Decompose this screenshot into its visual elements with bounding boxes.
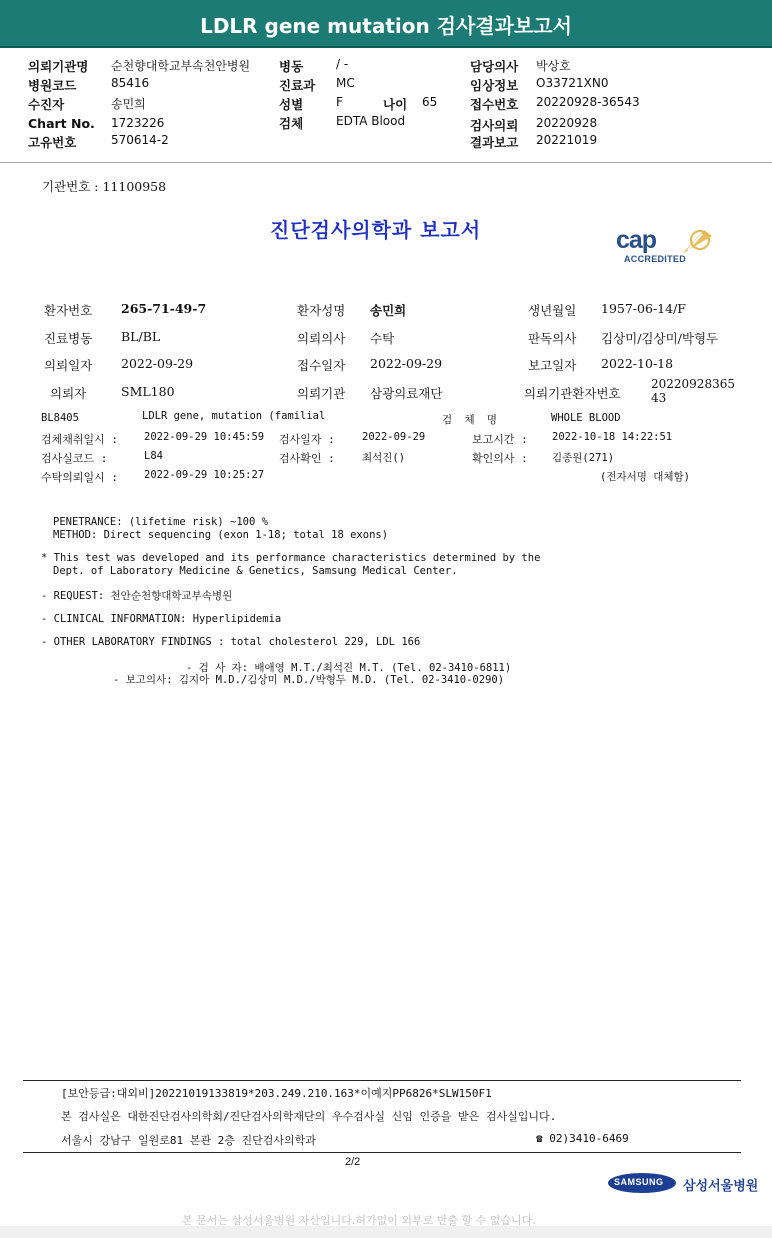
field-value: 2022-09-29	[370, 356, 443, 371]
clinical-info-text: - CLINICAL INFORMATION: Hyperlipidemia	[41, 613, 282, 625]
specimen-value: WHOLE BLOOD	[551, 412, 621, 424]
header-label: 담당의사	[470, 59, 519, 74]
age-label: 나이	[383, 97, 408, 112]
phone-text: ☎ 02)3410-6469	[536, 1132, 629, 1145]
field-label: 검사실코드 :	[41, 452, 108, 465]
header-label: 접수번호	[470, 97, 519, 112]
header-value: F	[336, 95, 343, 109]
address-text: 서울시 강남구 일원로81 본관 2층 진단검사의학과	[61, 1134, 316, 1147]
field-label: 의뢰자	[50, 386, 87, 401]
header-label: 임상정보	[470, 78, 519, 93]
divider	[0, 162, 772, 163]
samsung-wordmark: SAMSUNG	[614, 1177, 664, 1187]
institution-number: 기관번호 : 11100958	[42, 179, 167, 194]
patient-number: 265-71-49-7	[121, 301, 207, 316]
age-value: 65	[422, 95, 438, 109]
header-value: 85416	[111, 76, 150, 90]
security-line: [보안등급:대외비]20221019133819*203.249.210.163*이예지PP6826*SLW150F1	[61, 1087, 492, 1100]
header-value: 570614-2	[111, 133, 169, 147]
header-value: / -	[336, 57, 349, 71]
header-value: O33721XN0	[536, 76, 609, 90]
field-value: 2022-10-18	[601, 356, 674, 371]
field-label: 환자성명	[297, 303, 346, 318]
title-banner	[0, 0, 772, 48]
field-value: 최석진()	[362, 452, 406, 464]
field-label: 검사확인 :	[279, 452, 335, 465]
field-label: 의뢰기관환자번호	[524, 386, 621, 401]
header-value: 20220928-36543	[536, 95, 640, 109]
header-label: 진료과	[279, 78, 316, 93]
field-label: 수탁의뢰일시 :	[41, 471, 119, 484]
request-text: - REQUEST: 천안순천향대학교부속병원	[41, 590, 233, 602]
samsung-hospital-logo	[607, 1172, 759, 1196]
field-label: 보고시간 :	[472, 433, 528, 446]
field-label: 검체채취일시 :	[41, 433, 119, 446]
field-label: 접수일자	[297, 358, 346, 373]
field-value: 2022092836543	[651, 377, 735, 405]
field-label: 의뢰일자	[44, 358, 93, 373]
field-label: 의뢰의사	[297, 331, 346, 346]
footer-divider	[23, 1152, 741, 1153]
field-label: 검사일자 :	[279, 433, 335, 446]
header-value: 1723226	[111, 116, 165, 130]
method-text: METHOD: Direct sequencing (exon 1-18; total 18 exons)	[53, 529, 389, 541]
field-label: 진료병동	[44, 331, 93, 346]
field-value: 2022-09-29 10:45:59	[144, 431, 265, 443]
header-value: 순천향대학교부속천안병원	[111, 59, 251, 73]
field-value: 1957-06-14/F	[601, 301, 686, 316]
reporter-text: - 보고의사: 김지아 M.D./김상미 M.D./박형두 M.D. (Tel. 02-3410-0290)	[113, 674, 505, 686]
header-label: 결과보고	[470, 135, 519, 150]
header-label: 수진자	[28, 97, 65, 112]
header-label: 고유번호	[28, 135, 77, 150]
header-value: 박상호	[536, 59, 571, 73]
report-title: LDLR gene mutation 검사결과보고서	[200, 14, 572, 38]
signature-note: (전자서명 대체함)	[600, 471, 690, 483]
lab-report-title: 진단검사의학과 보고서	[270, 218, 482, 242]
watermark-text: 본 문서는 삼성서울병원 자산입니다.허가없이 외부로 반출 할 수 없습니다.	[182, 1214, 536, 1227]
field-label: 의뢰기관	[297, 386, 346, 401]
header-value: EDTA Blood	[336, 114, 406, 128]
footer-divider	[23, 1080, 741, 1081]
header-label: 검사의뢰	[470, 118, 519, 133]
field-value: 김종원(271)	[552, 452, 615, 464]
field-value: 2022-10-18 14:22:51	[552, 431, 673, 443]
specimen-label: 검 체 명	[442, 414, 501, 426]
header-label: Chart No.	[28, 116, 95, 131]
header-value: 20220928	[536, 116, 598, 130]
note-line: * This test was developed and its performance characteristics determined by the	[41, 552, 541, 564]
header-label: 의뢰기관명	[28, 59, 89, 74]
field-value: 김상미/김상미/박형두	[601, 331, 719, 346]
certification-text: 본 검사실은 대한진단검사의학회/진단검사의학재단의 우수검사실 신임 인증을 받은 검사실입니다.	[61, 1110, 557, 1123]
cap-accredited-logo	[616, 222, 724, 270]
header-value: 20221019	[536, 133, 598, 147]
header-value: 송민희	[111, 97, 146, 111]
field-value: BL/BL	[121, 329, 161, 344]
cap-text: cap	[616, 226, 657, 254]
other-findings-text: - OTHER LABORATORY FINDINGS : total cholesterol 229, LDL 166	[41, 636, 421, 648]
field-value: 2022-09-29	[121, 356, 194, 371]
hospital-name: 삼성서울병원	[683, 1179, 759, 1194]
note-line: Dept. of Laboratory Medicine & Genetics, Samsung Medical Center.	[53, 565, 458, 577]
field-label: 판독의사	[528, 331, 577, 346]
field-label: 확인의사 :	[472, 452, 528, 465]
field-label: 생년월일	[528, 303, 577, 318]
page-number: 2/2	[345, 1156, 361, 1168]
tester-text: - 검 사 자: 배애영 M.T./최석진 M.T. (Tel. 02-3410-6811)	[186, 662, 512, 674]
patient-name: 송민희	[370, 303, 407, 318]
field-value: 삼광의료재단	[370, 386, 443, 401]
header-value: MC	[336, 76, 355, 90]
field-value: SML180	[121, 384, 175, 399]
field-value: L84	[144, 450, 163, 462]
field-label: 환자번호	[44, 303, 93, 318]
header-label: 성별	[279, 97, 304, 112]
cap-accredited-text: ACCREDITED	[624, 254, 687, 264]
penetrance-text: PENETRANCE: (lifetime risk) ~100 %	[53, 516, 268, 528]
header-label: 검체	[279, 116, 304, 131]
field-value: 2022-09-29 10:25:27	[144, 469, 265, 481]
field-value: 2022-09-29	[362, 431, 426, 443]
header-label: 병원코드	[28, 78, 77, 93]
test-name: LDLR gene, mutation (familial	[142, 410, 326, 422]
field-value: 수탁	[370, 331, 395, 346]
field-label: 보고일자	[528, 358, 577, 373]
test-code: BL8405	[41, 412, 79, 424]
header-label: 병동	[279, 59, 304, 74]
